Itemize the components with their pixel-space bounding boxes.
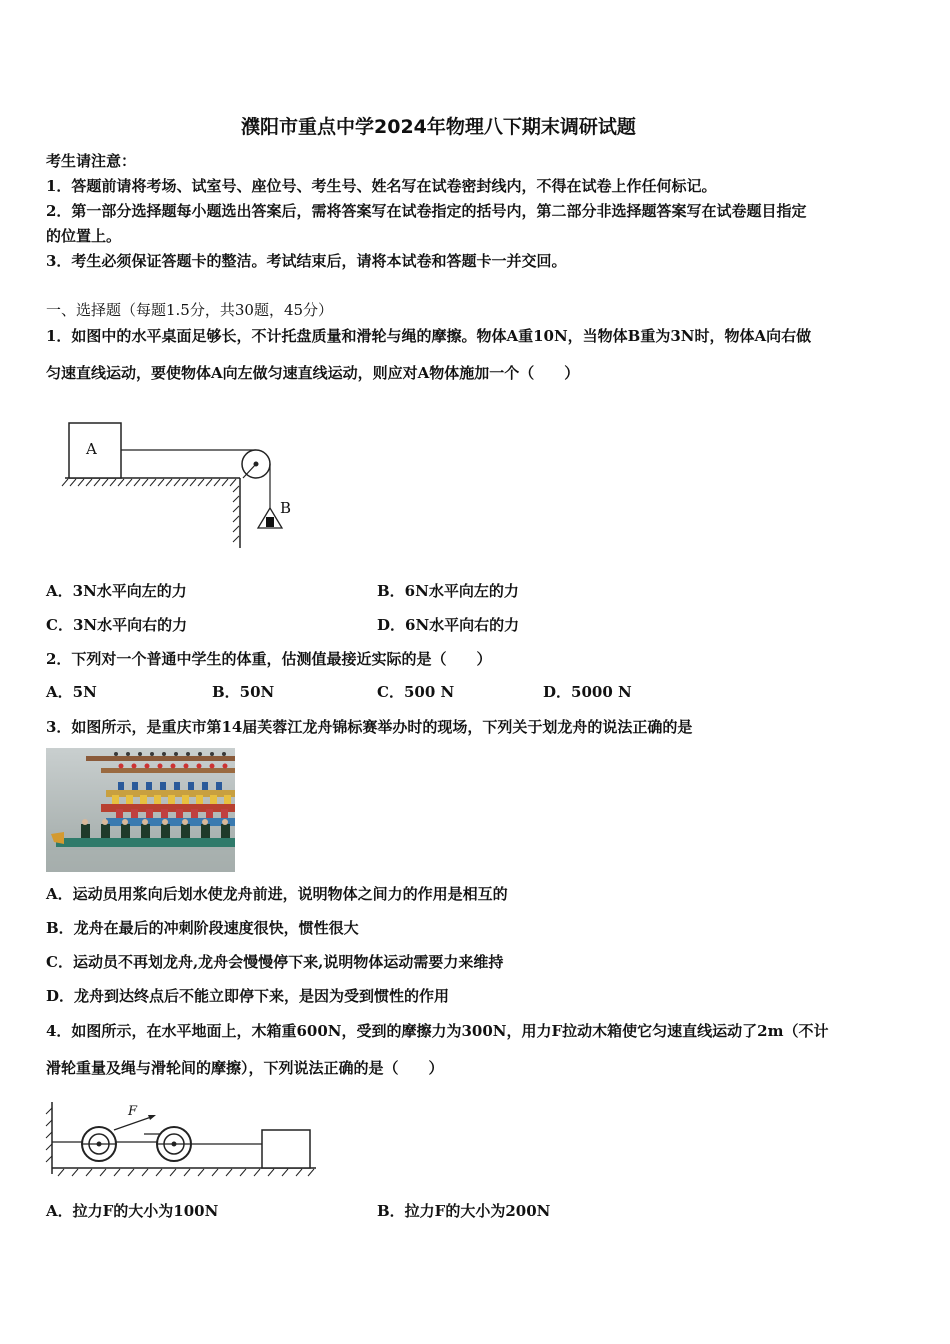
q3-option-a: A．运动员用浆向后划水使龙舟前进，说明物体之间力的作用是相互的 xyxy=(46,885,508,903)
q3-option-d: D．龙舟到达终点后不能立即停下来，是因为受到惯性的作用 xyxy=(46,987,450,1005)
q2-option-c: C．500 N xyxy=(377,683,455,701)
q1-option-a: A．3N水平向左的力 xyxy=(46,582,187,600)
q3-dragon-boat-photo xyxy=(46,748,235,872)
q3-option-c: C．运动员不再划龙舟,龙舟会慢慢停下来,说明物体运动需要力来维持 xyxy=(46,953,504,971)
q1-option-d: D．6N水平向右的力 xyxy=(377,616,520,634)
q1-stem-line2: 匀速直线运动，要使物体A向左做匀速直线运动，则应对A物体施加一个（ ） xyxy=(46,364,580,382)
q4-option-a: A．拉力F的大小为100N xyxy=(46,1202,219,1220)
q1-option-b: B．6N水平向左的力 xyxy=(377,582,519,600)
q3-option-b: B．龙舟在最后的冲刺阶段速度很快，惯性很大 xyxy=(46,919,359,937)
q2-stem: 2．下列对一个普通中学生的体重，估测值最接近实际的是（ ） xyxy=(46,650,492,668)
q4-stem-line2: 滑轮重量及绳与滑轮间的摩擦），下列说法正确的是（ ） xyxy=(46,1059,444,1077)
q2-option-d: D．5000 N xyxy=(543,683,632,701)
q2-option-a: A．5N xyxy=(46,683,97,701)
notice-item-2: 2．第一部分选择题每小题选出答案后，需将答案写在试卷指定的括号内，第二部分非选择题答案写在试卷题目指定 xyxy=(46,202,807,220)
notice-item-3: 3．考生必须保证答题卡的整洁。考试结束后，请将本试卷和答题卡一并交回。 xyxy=(46,252,567,270)
q4-label-f: F xyxy=(128,1104,138,1119)
section-heading: 一、选择题（每题1.5分，共30题，45分） xyxy=(46,301,334,319)
q4-stem-line1: 4．如图所示，在水平地面上，木箱重600N，受到的摩擦力为300N，用力F拉动木箱使它匀速直线运动了2m（不计 xyxy=(46,1022,829,1040)
q1-stem-line1: 1．如图中的水平桌面足够长，不计托盘质量和滑轮与绳的摩擦。物体A重10N，当物体B重为3N时，物体A向右做 xyxy=(46,327,812,345)
q1-option-c: C．3N水平向右的力 xyxy=(46,616,188,634)
q1-label-b: B xyxy=(280,499,292,517)
q4-pulley-figure xyxy=(44,1098,320,1182)
notice-heading: 考生请注意： xyxy=(46,152,137,170)
notice-item-1: 1．答题前请将考场、试室号、座位号、考生号、姓名写在试卷密封线内，不得在试卷上作任何标记。 xyxy=(46,177,717,195)
page-title: 濮阳市重点中学2024年物理八下期末调研试题 xyxy=(241,116,636,138)
q3-stem: 3．如图所示，是重庆市第14届芙蓉江龙舟锦标赛举办时的现场，下列关于划龙舟的说法正确的是 xyxy=(46,718,693,736)
q1-label-a: A xyxy=(86,440,97,458)
notice-item-2-cont: 的位置上。 xyxy=(46,227,122,245)
q2-option-b: B．50N xyxy=(212,683,275,701)
q4-option-b: B．拉力F的大小为200N xyxy=(377,1202,551,1220)
